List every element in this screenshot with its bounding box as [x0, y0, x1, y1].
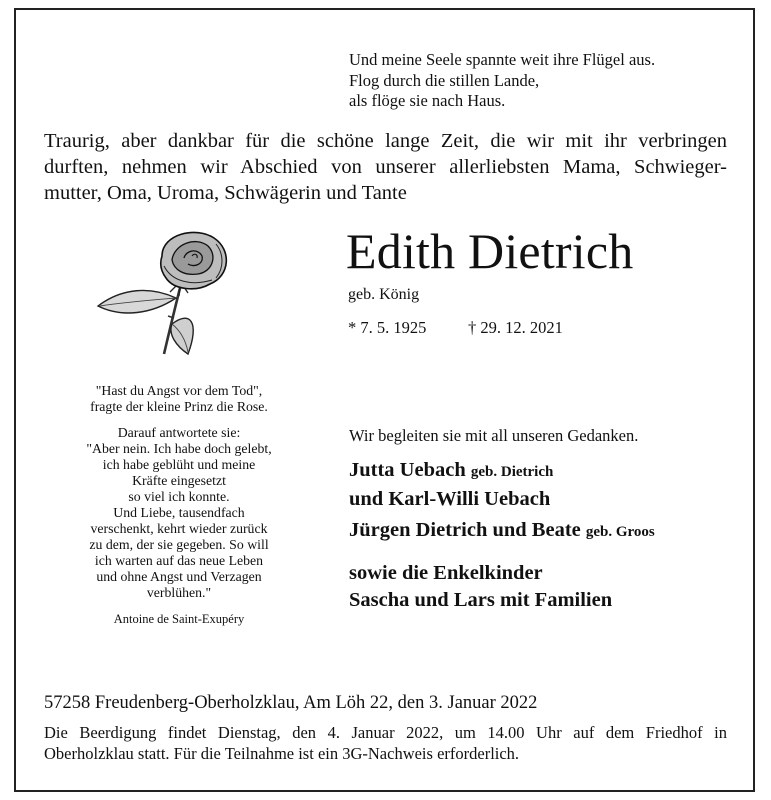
mourner-line	[349, 517, 655, 546]
quote-author: Antoine de Saint-Exupéry	[113, 612, 245, 626]
quote-line: Darauf antwortete sie:	[117, 425, 241, 440]
quote-line: Und Liebe, tausendfach	[113, 505, 245, 520]
poem	[349, 50, 655, 112]
thoughts-line: Wir begleiten sie mit all unseren Gedanken.	[349, 426, 639, 445]
quote-line: fragte der kleine Prinz die Rose.	[90, 399, 268, 414]
poem-line: als flöge sie nach Haus.	[349, 91, 506, 110]
funeral-line: Oberholzklau statt. Für die Teilnahme ist ein 3G-Nachweis erforderlich.	[44, 743, 520, 763]
rose-icon	[92, 226, 252, 356]
mourner-line	[349, 457, 655, 486]
quote-line: so viel ich konnte.	[128, 489, 230, 504]
quote-line: ich habe geblüht und meine	[102, 457, 256, 472]
intro-line: durften, nehmen wir Abschied von unserer allerliebsten Mama, Schwieger-	[44, 156, 727, 178]
mourner-maiden-name: geb. Dietrich	[470, 464, 554, 480]
mourner-line: sowie die Enkelkinder	[349, 562, 543, 584]
death-date: † 29. 12. 2021	[468, 318, 563, 337]
life-dates	[348, 318, 563, 338]
mourner-name: Jutta Uebach	[349, 459, 466, 481]
quote	[44, 383, 314, 627]
intro-text	[44, 128, 727, 206]
mourner-line: Sascha und Lars mit Familien	[349, 589, 613, 611]
deceased-name: Edith Dietrich	[346, 223, 634, 279]
quote-line: verblühen."	[146, 585, 212, 600]
funeral-info	[44, 723, 727, 764]
quote-line: ich warten auf das neue Leben	[94, 553, 264, 568]
quote-line: zu dem, der sie gegeben. So will	[89, 537, 269, 552]
address-date-line: 57258 Freudenberg-Oberholzklau, Am Löh 22, den 3. Januar 2022	[44, 693, 538, 713]
mourner-maiden-name: geb. Groos	[585, 524, 655, 540]
intro-line: mutter, Oma, Uroma, Schwägerin und Tante	[44, 182, 407, 204]
funeral-line: Die Beerdigung findet Dienstag, den 4. Januar 2022, um 14.00 Uhr auf dem Friedhof in	[44, 723, 727, 742]
poem-line: Und meine Seele spannte weit ihre Flügel aus.	[349, 50, 656, 69]
poem-line: Flog durch die stillen Lande,	[349, 70, 540, 90]
intro-line: Traurig, aber dankbar für die schöne lange Zeit, die wir mit ihr verbringen	[44, 130, 727, 152]
quote-line: und ohne Angst und Verzagen	[96, 569, 262, 584]
birth-date: * 7. 5. 1925	[348, 318, 427, 337]
quote-line: verschenkt, kehrt wieder zurück	[90, 521, 268, 536]
mourner-line: und Karl-Willi Uebach	[349, 488, 551, 510]
maiden-name: geb. König	[348, 286, 420, 303]
mourners	[349, 457, 655, 614]
quote-line: "Hast du Angst vor dem Tod",	[95, 383, 263, 398]
mourner-name: Jürgen Dietrich und Beate	[349, 519, 581, 541]
quote-line: "Aber nein. Ich habe doch gelebt,	[86, 441, 272, 456]
quote-line: Kräfte eingesetzt	[132, 473, 226, 488]
